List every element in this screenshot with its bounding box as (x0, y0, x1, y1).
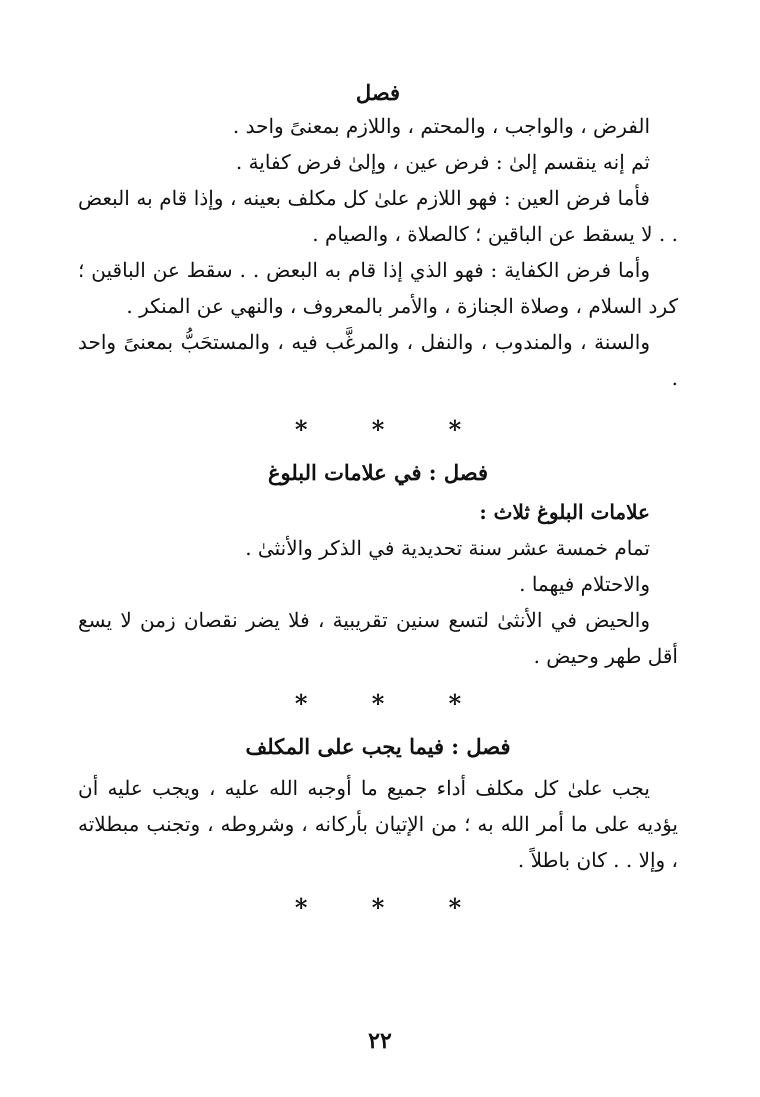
section-heading: فصل : فيما يجب على المكلف (245, 734, 511, 759)
paragraph: ثم إنه ينقسم إلىٰ : فرض عين ، وإلىٰ فرض كفاية . (235, 150, 650, 174)
paragraph: والاحتلام فيهما . (519, 572, 650, 596)
paragraph: والحيض في الأنثىٰ لتسع سنين تقريبية ، فلا يضر نقصان زمن لا يسع أقل طهر وحيض . (78, 608, 678, 668)
section-heading: فصل : في علامات البلوغ (267, 460, 489, 485)
paragraph: تمام خمسة عشر سنة تحديدية في الذكر والأنثىٰ . (245, 536, 650, 560)
paragraph: فأما فرض العين : فهو اللازم علىٰ كل مكلف بعينه ، وإذا قام به البعض . . لا يسقط عن الباقين ؛ كالصلاة ، والصيام . (78, 186, 678, 246)
page-number: ٢٢ (368, 1028, 392, 1054)
section-separator: * * * (294, 415, 490, 444)
paragraph: وأما فرض الكفاية : فهو الذي إذا قام به البعض . . سقط عن الباقين ؛ كرد السلام ، وصلاة الجنازة ، والأمر بالمعروف ، والنهي عن المنكر . (78, 258, 678, 318)
paragraph: والسنة ، والمندوب ، والنفل ، والمرغَّب فيه ، والمستحَبُّ بمعنىً واحد . (78, 330, 678, 390)
paragraph: يجب علىٰ كل مكلف أداء جميع ما أوجبه الله عليه ، ويجب عليه أن يؤديه على ما أمر الله به ؛ من الإتيان بأركانه ، وشروطه ، وتجنب مبطلاته ، وإلا . . كان باطلاً . (78, 776, 678, 872)
section-separator: * * * (294, 893, 490, 922)
paragraph: الفرض ، والواجب ، والمحتم ، واللازم بمعنىً واحد . (232, 114, 650, 138)
list-lead: علامات البلوغ ثلاث : (479, 500, 650, 524)
section-separator: * * * (294, 689, 490, 718)
section-heading: فصل (355, 80, 401, 105)
